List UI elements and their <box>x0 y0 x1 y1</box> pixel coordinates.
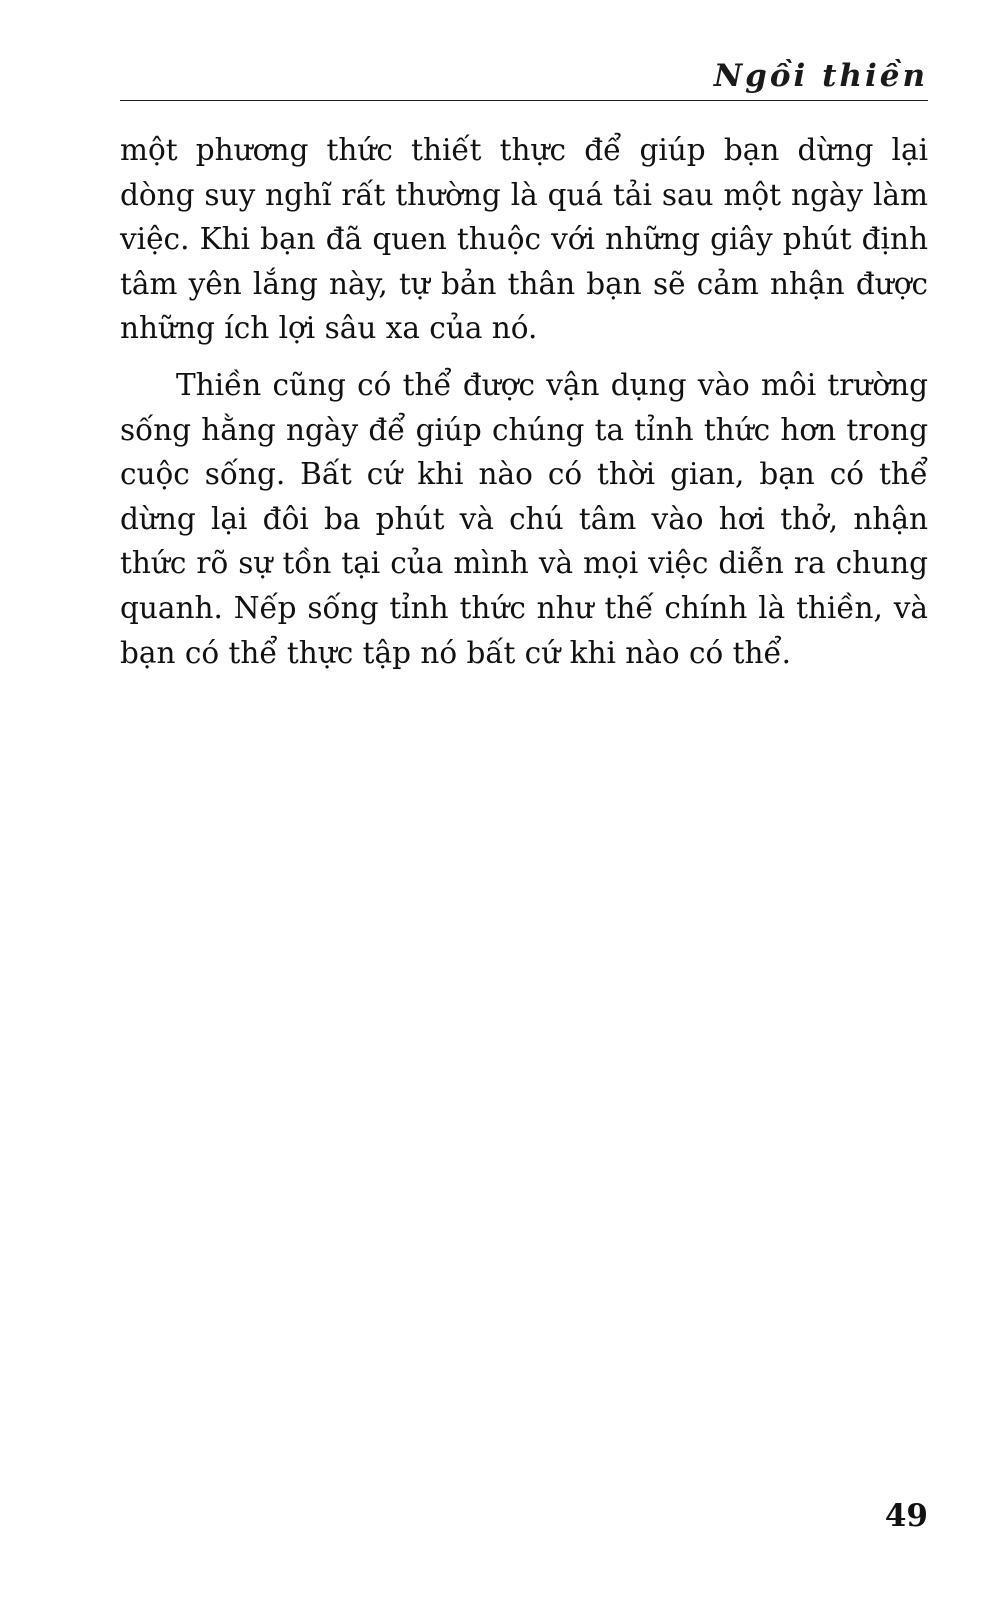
page-number: 49 <box>884 1498 928 1534</box>
paragraph: Thiền cũng có thể được vận dụng vào môi trường sống hằng ngày để giúp chúng ta tỉnh thức hơn trong cuộc sống. Bất cứ khi nào có thời gian, bạn có thể dừng lại đôi ba phút và chú tâm vào hơi thở, nhận thức rõ sự tồn tại của mình và mọi việc diễn ra chung quanh. Nếp sống tỉnh thức như thế chính là thiền, và bạn có thể thực tập nó bất cứ khi nào có thể. <box>120 367 928 670</box>
running-title: Ngồi thiền <box>713 58 928 94</box>
running-header <box>120 56 928 101</box>
paragraph: một phương thức thiết thực để giúp bạn dừng lại dòng suy nghĩ rất thường là quá tải sau một ngày làm việc. Khi bạn đã quen thuộc với những giây phút định tâm yên lắng này, tự bản thân bạn sẽ cảm nhận được những ích lợi sâu xa của nó. <box>120 133 928 346</box>
body-text <box>120 128 928 675</box>
